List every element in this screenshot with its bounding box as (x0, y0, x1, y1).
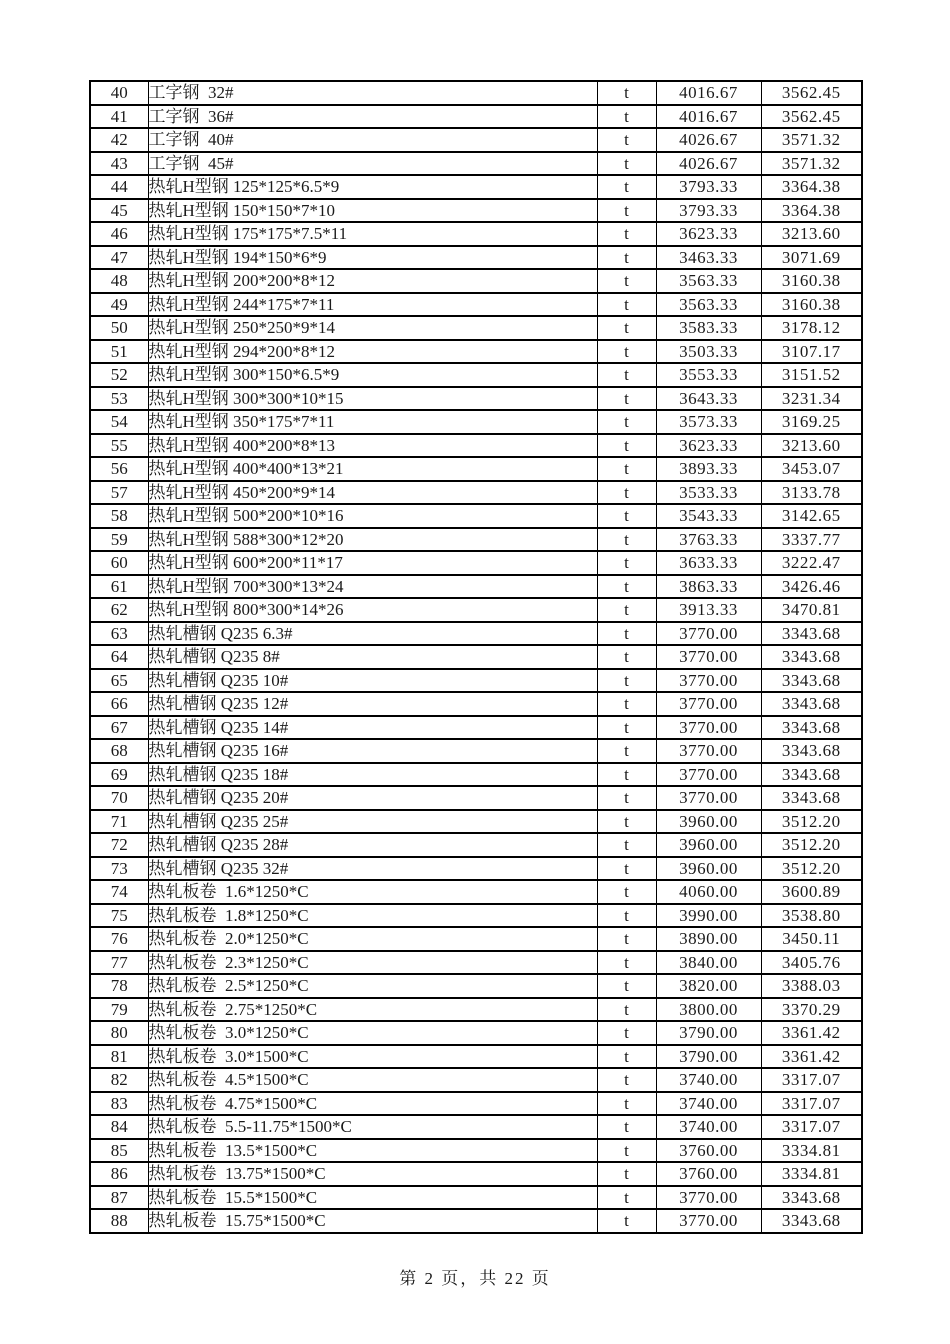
price-1-cell: 3533.33 (656, 481, 761, 505)
material-name-cell: 热轧H型钢 244*175*7*11 (148, 293, 597, 317)
price-1-cell: 3863.33 (656, 575, 761, 599)
price-2-cell: 3343.68 (761, 622, 862, 646)
price-2-cell: 3343.68 (761, 1209, 862, 1233)
row-number-cell: 48 (90, 269, 148, 293)
price-2-cell: 3343.68 (761, 739, 862, 763)
row-number-cell: 61 (90, 575, 148, 599)
price-2-cell: 3343.68 (761, 645, 862, 669)
row-number-cell: 72 (90, 833, 148, 857)
row-number-cell: 73 (90, 857, 148, 881)
row-number-cell: 81 (90, 1045, 148, 1069)
material-name-cell: 热轧板卷 4.5*1500*C (148, 1068, 597, 1092)
unit-cell: t (597, 575, 656, 599)
price-1-cell: 3793.33 (656, 199, 761, 223)
material-name-cell: 热轧板卷 4.75*1500*C (148, 1092, 597, 1116)
price-2-cell: 3334.81 (761, 1162, 862, 1186)
table-row (90, 222, 862, 246)
price-2-cell: 3364.38 (761, 199, 862, 223)
price-2-cell: 3361.42 (761, 1021, 862, 1045)
material-name-cell: 热轧H型钢 294*200*8*12 (148, 340, 597, 364)
price-1-cell: 3770.00 (656, 669, 761, 693)
table-row (90, 340, 862, 364)
price-1-cell: 3890.00 (656, 927, 761, 951)
row-number-cell: 56 (90, 457, 148, 481)
row-number-cell: 68 (90, 739, 148, 763)
row-number-cell: 78 (90, 974, 148, 998)
price-2-cell: 3317.07 (761, 1068, 862, 1092)
table-row (90, 128, 862, 152)
row-number-cell: 80 (90, 1021, 148, 1045)
table-row (90, 457, 862, 481)
price-1-cell: 4016.67 (656, 81, 761, 105)
price-1-cell: 3760.00 (656, 1162, 761, 1186)
price-2-cell: 3334.81 (761, 1139, 862, 1163)
price-2-cell: 3213.60 (761, 434, 862, 458)
unit-cell: t (597, 340, 656, 364)
table-row (90, 410, 862, 434)
row-number-cell: 47 (90, 246, 148, 270)
price-2-cell: 3151.52 (761, 363, 862, 387)
price-2-cell: 3317.07 (761, 1092, 862, 1116)
price-2-cell: 3562.45 (761, 105, 862, 129)
row-number-cell: 74 (90, 880, 148, 904)
price-1-cell: 3770.00 (656, 786, 761, 810)
price-1-cell: 3770.00 (656, 1186, 761, 1210)
price-1-cell: 4026.67 (656, 152, 761, 176)
price-1-cell: 4060.00 (656, 880, 761, 904)
material-name-cell: 热轧槽钢 Q235 32# (148, 857, 597, 881)
row-number-cell: 77 (90, 951, 148, 975)
table-row (90, 692, 862, 716)
price-table-body (90, 81, 862, 1233)
material-name-cell: 热轧槽钢 Q235 6.3# (148, 622, 597, 646)
row-number-cell: 62 (90, 598, 148, 622)
unit-cell: t (597, 105, 656, 129)
price-2-cell: 3231.34 (761, 387, 862, 411)
price-1-cell: 3583.33 (656, 316, 761, 340)
material-name-cell: 热轧槽钢 Q235 8# (148, 645, 597, 669)
price-2-cell: 3450.11 (761, 927, 862, 951)
price-2-cell: 3512.20 (761, 857, 862, 881)
price-2-cell: 3388.03 (761, 974, 862, 998)
price-2-cell: 3317.07 (761, 1115, 862, 1139)
material-name-cell: 热轧H型钢 350*175*7*11 (148, 410, 597, 434)
row-number-cell: 41 (90, 105, 148, 129)
unit-cell: t (597, 622, 656, 646)
price-1-cell: 3633.33 (656, 551, 761, 575)
unit-cell: t (597, 316, 656, 340)
price-1-cell: 3503.33 (656, 340, 761, 364)
material-name-cell: 热轧H型钢 150*150*7*10 (148, 199, 597, 223)
price-1-cell: 3770.00 (656, 645, 761, 669)
price-1-cell: 3543.33 (656, 504, 761, 528)
unit-cell: t (597, 763, 656, 787)
unit-cell: t (597, 1209, 656, 1233)
material-name-cell: 工字钢 45# (148, 152, 597, 176)
unit-cell: t (597, 504, 656, 528)
row-number-cell: 75 (90, 904, 148, 928)
material-name-cell: 工字钢 36# (148, 105, 597, 129)
material-name-cell: 热轧槽钢 Q235 14# (148, 716, 597, 740)
table-row (90, 669, 862, 693)
row-number-cell: 67 (90, 716, 148, 740)
unit-cell: t (597, 1045, 656, 1069)
material-name-cell: 热轧槽钢 Q235 28# (148, 833, 597, 857)
unit-cell: t (597, 880, 656, 904)
unit-cell: t (597, 951, 656, 975)
price-1-cell: 3643.33 (656, 387, 761, 411)
row-number-cell: 55 (90, 434, 148, 458)
table-row (90, 316, 862, 340)
price-2-cell: 3107.17 (761, 340, 862, 364)
unit-cell: t (597, 246, 656, 270)
price-1-cell: 4026.67 (656, 128, 761, 152)
price-1-cell: 3770.00 (656, 1209, 761, 1233)
material-name-cell: 热轧H型钢 125*125*6.5*9 (148, 175, 597, 199)
row-number-cell: 44 (90, 175, 148, 199)
table-row (90, 1045, 862, 1069)
row-number-cell: 59 (90, 528, 148, 552)
table-row (90, 645, 862, 669)
unit-cell: t (597, 1162, 656, 1186)
unit-cell: t (597, 857, 656, 881)
price-1-cell: 3770.00 (656, 716, 761, 740)
material-name-cell: 热轧板卷 13.75*1500*C (148, 1162, 597, 1186)
table-row (90, 716, 862, 740)
table-row (90, 951, 862, 975)
price-2-cell: 3343.68 (761, 692, 862, 716)
row-number-cell: 60 (90, 551, 148, 575)
unit-cell: t (597, 363, 656, 387)
price-1-cell: 3990.00 (656, 904, 761, 928)
price-1-cell: 3840.00 (656, 951, 761, 975)
material-name-cell: 热轧H型钢 450*200*9*14 (148, 481, 597, 505)
table-row (90, 504, 862, 528)
unit-cell: t (597, 739, 656, 763)
unit-cell: t (597, 598, 656, 622)
table-row (90, 786, 862, 810)
price-1-cell: 3770.00 (656, 622, 761, 646)
table-row (90, 363, 862, 387)
price-2-cell: 3160.38 (761, 293, 862, 317)
material-name-cell: 热轧H型钢 175*175*7.5*11 (148, 222, 597, 246)
material-name-cell: 热轧H型钢 400*200*8*13 (148, 434, 597, 458)
row-number-cell: 52 (90, 363, 148, 387)
price-2-cell: 3361.42 (761, 1045, 862, 1069)
material-name-cell: 热轧板卷 3.0*1500*C (148, 1045, 597, 1069)
row-number-cell: 87 (90, 1186, 148, 1210)
row-number-cell: 82 (90, 1068, 148, 1092)
table-row (90, 551, 862, 575)
unit-cell: t (597, 974, 656, 998)
row-number-cell: 79 (90, 998, 148, 1022)
price-2-cell: 3405.76 (761, 951, 862, 975)
material-name-cell: 热轧槽钢 Q235 10# (148, 669, 597, 693)
price-2-cell: 3370.29 (761, 998, 862, 1022)
row-number-cell: 66 (90, 692, 148, 716)
price-2-cell: 3133.78 (761, 481, 862, 505)
unit-cell: t (597, 410, 656, 434)
unit-cell: t (597, 175, 656, 199)
material-name-cell: 热轧板卷 2.0*1250*C (148, 927, 597, 951)
unit-cell: t (597, 293, 656, 317)
price-2-cell: 3071.69 (761, 246, 862, 270)
unit-cell: t (597, 1092, 656, 1116)
row-number-cell: 45 (90, 199, 148, 223)
table-row (90, 269, 862, 293)
price-2-cell: 3470.81 (761, 598, 862, 622)
row-number-cell: 54 (90, 410, 148, 434)
price-2-cell: 3222.47 (761, 551, 862, 575)
table-row (90, 105, 862, 129)
price-1-cell: 3553.33 (656, 363, 761, 387)
price-2-cell: 3538.80 (761, 904, 862, 928)
table-row (90, 622, 862, 646)
material-name-cell: 热轧H型钢 300*150*6.5*9 (148, 363, 597, 387)
material-name-cell: 热轧板卷 2.5*1250*C (148, 974, 597, 998)
row-number-cell: 46 (90, 222, 148, 246)
price-2-cell: 3600.89 (761, 880, 862, 904)
price-2-cell: 3364.38 (761, 175, 862, 199)
price-1-cell: 3740.00 (656, 1068, 761, 1092)
table-row (90, 1115, 862, 1139)
price-2-cell: 3178.12 (761, 316, 862, 340)
material-name-cell: 热轧槽钢 Q235 20# (148, 786, 597, 810)
material-name-cell: 热轧板卷 2.75*1250*C (148, 998, 597, 1022)
price-2-cell: 3562.45 (761, 81, 862, 105)
table-row (90, 739, 862, 763)
price-1-cell: 3763.33 (656, 528, 761, 552)
material-name-cell: 热轧板卷 3.0*1250*C (148, 1021, 597, 1045)
table-row (90, 387, 862, 411)
material-name-cell: 热轧板卷 5.5-11.75*1500*C (148, 1115, 597, 1139)
price-2-cell: 3571.32 (761, 128, 862, 152)
row-number-cell: 76 (90, 927, 148, 951)
table-row (90, 904, 862, 928)
price-1-cell: 3760.00 (656, 1139, 761, 1163)
unit-cell: t (597, 269, 656, 293)
row-number-cell: 58 (90, 504, 148, 528)
table-row (90, 481, 862, 505)
material-name-cell: 热轧H型钢 200*200*8*12 (148, 269, 597, 293)
price-1-cell: 3623.33 (656, 222, 761, 246)
table-row (90, 598, 862, 622)
unit-cell: t (597, 1139, 656, 1163)
material-name-cell: 热轧板卷 1.8*1250*C (148, 904, 597, 928)
material-name-cell: 热轧槽钢 Q235 25# (148, 810, 597, 834)
unit-cell: t (597, 1021, 656, 1045)
row-number-cell: 71 (90, 810, 148, 834)
row-number-cell: 84 (90, 1115, 148, 1139)
price-1-cell: 4016.67 (656, 105, 761, 129)
material-name-cell: 热轧H型钢 600*200*11*17 (148, 551, 597, 575)
unit-cell: t (597, 1068, 656, 1092)
material-name-cell: 热轧H型钢 194*150*6*9 (148, 246, 597, 270)
price-1-cell: 3893.33 (656, 457, 761, 481)
material-name-cell: 热轧H型钢 300*300*10*15 (148, 387, 597, 411)
price-table (89, 80, 863, 1234)
material-name-cell: 热轧板卷 2.3*1250*C (148, 951, 597, 975)
unit-cell: t (597, 81, 656, 105)
price-1-cell: 3960.00 (656, 810, 761, 834)
price-2-cell: 3426.46 (761, 575, 862, 599)
material-name-cell: 热轧H型钢 400*400*13*21 (148, 457, 597, 481)
material-name-cell: 热轧槽钢 Q235 18# (148, 763, 597, 787)
unit-cell: t (597, 128, 656, 152)
unit-cell: t (597, 669, 656, 693)
unit-cell: t (597, 786, 656, 810)
table-row (90, 293, 862, 317)
row-number-cell: 64 (90, 645, 148, 669)
price-1-cell: 3740.00 (656, 1115, 761, 1139)
price-1-cell: 3913.33 (656, 598, 761, 622)
price-2-cell: 3337.77 (761, 528, 862, 552)
price-1-cell: 3770.00 (656, 739, 761, 763)
table-row (90, 927, 862, 951)
row-number-cell: 65 (90, 669, 148, 693)
unit-cell: t (597, 199, 656, 223)
price-1-cell: 3960.00 (656, 857, 761, 881)
price-1-cell: 3790.00 (656, 1045, 761, 1069)
material-name-cell: 工字钢 40# (148, 128, 597, 152)
price-2-cell: 3512.20 (761, 833, 862, 857)
table-row (90, 810, 862, 834)
price-2-cell: 3343.68 (761, 786, 862, 810)
unit-cell: t (597, 1115, 656, 1139)
table-row (90, 575, 862, 599)
table-row (90, 175, 862, 199)
table-row (90, 1068, 862, 1092)
material-name-cell: 热轧H型钢 700*300*13*24 (148, 575, 597, 599)
price-1-cell: 3960.00 (656, 833, 761, 857)
unit-cell: t (597, 998, 656, 1022)
material-name-cell: 热轧H型钢 500*200*10*16 (148, 504, 597, 528)
row-number-cell: 63 (90, 622, 148, 646)
table-row (90, 857, 862, 881)
material-name-cell: 热轧板卷 15.75*1500*C (148, 1209, 597, 1233)
unit-cell: t (597, 645, 656, 669)
price-2-cell: 3343.68 (761, 716, 862, 740)
price-2-cell: 3343.68 (761, 669, 862, 693)
price-1-cell: 3770.00 (656, 763, 761, 787)
price-1-cell: 3563.33 (656, 293, 761, 317)
row-number-cell: 83 (90, 1092, 148, 1116)
price-1-cell: 3790.00 (656, 1021, 761, 1045)
unit-cell: t (597, 833, 656, 857)
row-number-cell: 86 (90, 1162, 148, 1186)
unit-cell: t (597, 481, 656, 505)
unit-cell: t (597, 692, 656, 716)
row-number-cell: 85 (90, 1139, 148, 1163)
material-name-cell: 热轧板卷 1.6*1250*C (148, 880, 597, 904)
table-row (90, 998, 862, 1022)
unit-cell: t (597, 1186, 656, 1210)
material-name-cell: 热轧槽钢 Q235 16# (148, 739, 597, 763)
row-number-cell: 43 (90, 152, 148, 176)
table-row (90, 880, 862, 904)
unit-cell: t (597, 716, 656, 740)
price-2-cell: 3512.20 (761, 810, 862, 834)
material-name-cell: 热轧板卷 13.5*1500*C (148, 1139, 597, 1163)
price-1-cell: 3623.33 (656, 434, 761, 458)
row-number-cell: 50 (90, 316, 148, 340)
price-1-cell: 3800.00 (656, 998, 761, 1022)
unit-cell: t (597, 528, 656, 552)
material-name-cell: 热轧H型钢 250*250*9*14 (148, 316, 597, 340)
price-2-cell: 3169.25 (761, 410, 862, 434)
unit-cell: t (597, 222, 656, 246)
table-row (90, 199, 862, 223)
table-row (90, 1092, 862, 1116)
unit-cell: t (597, 434, 656, 458)
price-1-cell: 3573.33 (656, 410, 761, 434)
table-row (90, 152, 862, 176)
price-2-cell: 3343.68 (761, 1186, 862, 1210)
row-number-cell: 42 (90, 128, 148, 152)
row-number-cell: 69 (90, 763, 148, 787)
price-2-cell: 3142.65 (761, 504, 862, 528)
table-row (90, 1139, 862, 1163)
row-number-cell: 70 (90, 786, 148, 810)
unit-cell: t (597, 457, 656, 481)
unit-cell: t (597, 551, 656, 575)
price-1-cell: 3820.00 (656, 974, 761, 998)
row-number-cell: 49 (90, 293, 148, 317)
unit-cell: t (597, 904, 656, 928)
material-name-cell: 热轧H型钢 588*300*12*20 (148, 528, 597, 552)
row-number-cell: 57 (90, 481, 148, 505)
table-row (90, 246, 862, 270)
price-1-cell: 3770.00 (656, 692, 761, 716)
table-row (90, 763, 862, 787)
table-row (90, 1162, 862, 1186)
unit-cell: t (597, 387, 656, 411)
table-row (90, 1186, 862, 1210)
price-1-cell: 3793.33 (656, 175, 761, 199)
material-name-cell: 热轧H型钢 800*300*14*26 (148, 598, 597, 622)
row-number-cell: 51 (90, 340, 148, 364)
price-1-cell: 3563.33 (656, 269, 761, 293)
table-row (90, 1209, 862, 1233)
price-2-cell: 3160.38 (761, 269, 862, 293)
material-name-cell: 工字钢 32# (148, 81, 597, 105)
price-1-cell: 3463.33 (656, 246, 761, 270)
unit-cell: t (597, 152, 656, 176)
price-2-cell: 3453.07 (761, 457, 862, 481)
row-number-cell: 53 (90, 387, 148, 411)
price-table-container (89, 80, 863, 1234)
price-2-cell: 3213.60 (761, 222, 862, 246)
price-2-cell: 3343.68 (761, 763, 862, 787)
material-name-cell: 热轧板卷 15.5*1500*C (148, 1186, 597, 1210)
row-number-cell: 88 (90, 1209, 148, 1233)
table-row (90, 1021, 862, 1045)
row-number-cell: 40 (90, 81, 148, 105)
material-name-cell: 热轧槽钢 Q235 12# (148, 692, 597, 716)
unit-cell: t (597, 810, 656, 834)
table-row (90, 81, 862, 105)
unit-cell: t (597, 927, 656, 951)
price-1-cell: 3740.00 (656, 1092, 761, 1116)
table-row (90, 833, 862, 857)
table-row (90, 528, 862, 552)
price-2-cell: 3571.32 (761, 152, 862, 176)
table-row (90, 434, 862, 458)
page-number-footer: 第 2 页，共 22 页 (399, 1269, 551, 1288)
table-row (90, 974, 862, 998)
